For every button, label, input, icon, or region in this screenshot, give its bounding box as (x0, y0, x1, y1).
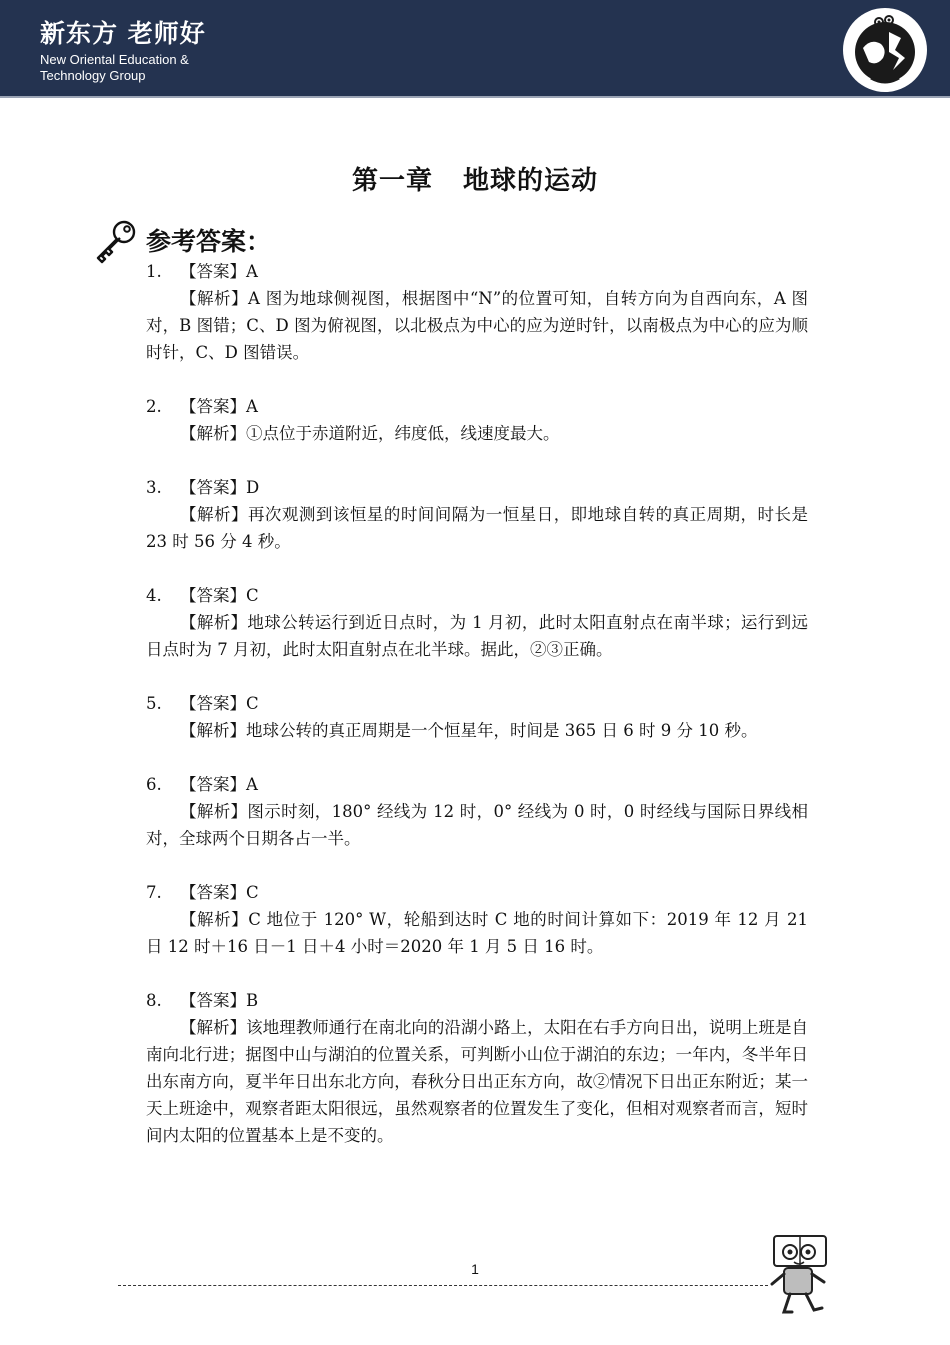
item-number: 2. (146, 397, 162, 416)
answer-line (146, 582, 808, 609)
answer-item (146, 690, 808, 744)
item-number: 1. (146, 262, 162, 281)
answer-value: 【答案】C (180, 694, 259, 713)
answer-explanation: 【解析】再次观测到该恒星的时间间隔为一恒星日，即地球自转的真正周期，时长是 23 时 56 分 4 秒。 (146, 505, 808, 551)
answer-value: 【答案】A (180, 262, 258, 281)
brand-title: 新东方 老师好 (40, 19, 206, 48)
answer-item (146, 987, 808, 1149)
item-number: 4. (146, 586, 162, 605)
answer-explanation: 【解析】该地理教师通行在南北向的沿湖小路上，太阳在右手方向日出，说明上班是自南向北行进；据图中山与湖泊的位置关系，可判断小山位于湖泊的东边；一年内，冬半年日出东南方向，夏半年日出东北方向，春秋分日出正东方向，故②情况下日出正东附近；某一天上班途中，观察者距太阳很远，虽然观察者的位置发生了变化，但相对观察者而言，短时间内太阳的位置基本上是不变的。 (146, 1018, 808, 1145)
item-number: 5. (146, 694, 162, 713)
page-number: 1 (471, 1261, 479, 1277)
chapter-name: 地球的运动 (463, 166, 599, 196)
answer-explanation: 【解析】图示时刻，180° 经线为 12 时，0° 经线为 0 时，0 时经线与国际日界线相对，全球两个日期各占一半。 (146, 802, 808, 848)
footer-divider (118, 1285, 768, 1286)
item-number: 8. (146, 991, 162, 1010)
answer-value: 【答案】A (180, 775, 258, 794)
answer-item (146, 771, 808, 852)
answer-item (146, 258, 808, 366)
answer-line (146, 879, 808, 906)
answer-line (146, 474, 808, 501)
answer-explanation: 【解析】①点位于赤道附近，纬度低，线速度最大。 (180, 424, 560, 443)
answer-line (146, 771, 808, 798)
header-bar (0, 0, 950, 98)
chapter-title (0, 160, 950, 197)
answer-line (146, 690, 808, 717)
brand-english-line-2: Technology Group (40, 68, 146, 83)
answer-item (146, 582, 808, 663)
answer-item (146, 879, 808, 960)
answer-value: 【答案】D (180, 478, 260, 497)
answer-explanation: 【解析】A 图为地球侧视图，根据图中“N”的位置可知，自转方向为自西向东，A 图对，B 图错；C、D 图为俯视图，以北极点为中心的应为逆时针，以南极点为中心的应为顺时针，C、D 图错误。 (146, 289, 808, 362)
answer-item (146, 474, 808, 555)
answer-explanation: 【解析】地球公转的真正周期是一个恒星年，时间是 365 日 6 时 9 分 10 秒。 (180, 721, 758, 740)
item-number: 7. (146, 883, 162, 902)
answer-value: 【答案】B (180, 991, 259, 1010)
answer-item (146, 393, 808, 447)
reading-mascot-icon (768, 1232, 830, 1316)
brand-english-name (40, 52, 189, 84)
answer-line (146, 393, 808, 420)
globe-mascot-logo-icon (843, 8, 927, 92)
answer-line (146, 258, 808, 285)
answers-heading: 参考答案： (146, 227, 272, 256)
brand-english-line-1: New Oriental Education & (40, 52, 189, 67)
item-number: 3. (146, 478, 162, 497)
item-number: 6. (146, 775, 162, 794)
answer-value: 【答案】C (180, 586, 259, 605)
answer-line (146, 987, 808, 1014)
chapter-number: 第一章 (351, 166, 433, 196)
answer-value: 【答案】A (180, 397, 258, 416)
answer-list (146, 258, 808, 1176)
answer-explanation: 【解析】C 地位于 120° W，轮船到达时 C 地的时间计算如下：2019 年 12 月 21 日 12 时＋16 日－1 日＋4 小时＝2020 年 1 月 5 日 16 时。 (146, 910, 808, 956)
answer-value: 【答案】C (180, 883, 259, 902)
key-icon (93, 218, 139, 264)
answer-explanation: 【解析】地球公转运行到近日点时，为 1 月初，此时太阳直射点在南半球；运行到远日点时为 7 月初，此时太阳直射点在北半球。据此，②③正确。 (146, 613, 808, 659)
